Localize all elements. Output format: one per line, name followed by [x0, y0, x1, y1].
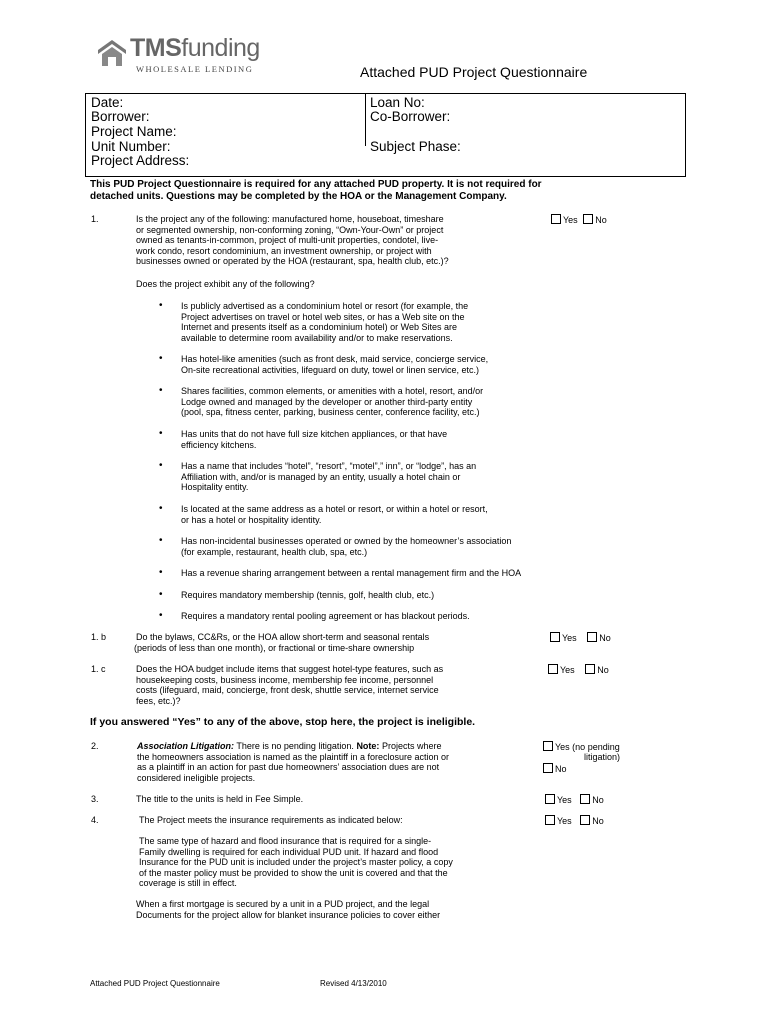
list-item-line: Has non-incidental businesses operated or owned by the homeowner’s association	[181, 536, 512, 546]
bullet-marker: •	[159, 428, 163, 439]
list-item	[181, 611, 470, 622]
table-row	[86, 139, 685, 154]
question-line: (periods of less than one month), or fractional or time-share ownership	[134, 642, 415, 653]
yes-label: Yes	[563, 215, 578, 225]
list-item	[181, 354, 488, 375]
question-number: 1. c	[91, 664, 106, 674]
brand-logo-text: TMSfunding	[130, 34, 260, 62]
question-number: 4.	[91, 815, 99, 825]
question-number: 1.	[91, 214, 99, 224]
list-item-line: On-site recreational activities, lifeguard on duty, towel or linen service, etc.)	[181, 364, 479, 375]
paragraph-line: When a first mortgage is secured by a unit in a PUD project, and the legal	[136, 899, 430, 909]
question-1b-answer	[550, 632, 611, 644]
bullet-marker: •	[159, 353, 163, 364]
question-1-answer	[551, 214, 607, 226]
no-label: No	[597, 665, 609, 675]
project-address-label: Project Address:	[91, 153, 190, 168]
list-item-line: or has a hotel or hospitality identity.	[181, 514, 322, 525]
question-line	[137, 741, 449, 752]
intro-paragraph	[90, 179, 680, 203]
no-checkbox[interactable]	[587, 632, 597, 642]
question-1-text	[136, 214, 546, 267]
table-row	[86, 109, 685, 124]
subject-phase-label: Subject Phase:	[370, 139, 461, 154]
co-borrower-label: Co-Borrower:	[370, 109, 451, 124]
no-checkbox[interactable]	[543, 763, 553, 773]
question-1c-text	[136, 664, 443, 706]
loan-no-label: Loan No:	[370, 95, 425, 110]
question-3-text: The title to the units is held in Fee Simple.	[136, 794, 304, 804]
bullet-marker: •	[159, 567, 163, 578]
list-item	[181, 504, 488, 525]
list-item-line: Is publicly advertised as a condominium hotel or resort (for example, the	[181, 301, 469, 311]
question-number: 1. b	[91, 632, 107, 642]
question-line: owned as tenants-in-common, project of multi-unit properties, condotel, live-	[136, 235, 439, 245]
question-line: housekeeping costs, business income, membership fee income, personnel	[136, 674, 434, 685]
paragraph-line: coverage is still in effect.	[139, 878, 237, 888]
insurance-paragraph-2	[136, 899, 440, 920]
note-label: Note:	[356, 741, 380, 751]
yes-label: Yes	[562, 633, 577, 643]
litigation-heading: Association Litigation:	[137, 741, 235, 751]
question-1c-answer	[548, 664, 609, 676]
question-line: the homeowners association is named as the plaintiff in a foreclosure action or	[137, 751, 450, 762]
yes-checkbox[interactable]	[548, 664, 558, 674]
no-checkbox[interactable]	[580, 794, 590, 804]
question-line: work condo, resort condominium, an investment ownership, or project with	[136, 245, 432, 256]
list-item-line: Internet and presents itself as a condominium hotel) or Web Sites are	[181, 322, 457, 332]
list-item-line: Has a revenue sharing arrangement between a rental management firm and the HOA	[181, 568, 522, 578]
paragraph-line: of the master policy must be provided to show the unit is covered and that the	[139, 867, 448, 878]
bullet-marker: •	[159, 385, 163, 396]
yes-checkbox[interactable]	[543, 741, 553, 751]
footer-revision: Revised 4/13/2010	[320, 979, 387, 988]
yes-checkbox[interactable]	[545, 794, 555, 804]
footer-title: Attached PUD Project Questionnaire	[90, 979, 220, 988]
no-label: No	[599, 633, 611, 643]
question-line: Does the HOA budget include items that suggest hotel-type features, such as	[136, 664, 444, 674]
borrower-label: Borrower:	[91, 109, 150, 124]
insurance-paragraph-1	[139, 836, 453, 889]
table-row	[86, 124, 685, 139]
ineligible-warning: If you answered “Yes” to any of the above, stop here, the project is ineligible.	[90, 716, 476, 728]
question-2-text	[137, 741, 449, 783]
bullet-marker: •	[159, 503, 163, 514]
table-row	[86, 153, 685, 168]
list-item	[181, 536, 511, 557]
question-number: 3.	[91, 794, 99, 804]
question-3-answer	[545, 794, 604, 806]
no-label: No	[592, 816, 604, 826]
intro-line: detached units. Questions may be completed by the HOA or the Management Company.	[90, 191, 507, 202]
list-item-line: Shares facilities, common elements, or amenities with a hotel, resort, and/or	[181, 386, 484, 396]
yes-label: Yes	[557, 795, 572, 805]
list-item-line: Requires mandatory membership (tennis, golf, health club, etc.)	[181, 590, 435, 600]
question-1b-text	[136, 632, 429, 653]
paragraph-line: The same type of hazard and flood insurance that is required for a single-	[139, 836, 432, 846]
list-item-line: efficiency kitchens.	[181, 439, 257, 450]
question-line: Do the bylaws, CC&Rs, or the HOA allow short-term and seasonal rentals	[136, 632, 430, 642]
yes-label-continued: litigation)	[584, 752, 621, 762]
no-label: No	[592, 795, 604, 805]
question-line: as a plaintiff in an action for past due homeowners’ association dues are not	[137, 762, 440, 772]
paragraph-line: Documents for the project allow for blanket insurance policies to cover either	[136, 909, 441, 920]
list-item	[181, 301, 468, 343]
intro-line: This PUD Project Questionnaire is required for any attached PUD property. It is not required for	[90, 179, 542, 190]
question-4-answer	[545, 815, 604, 827]
question-line: Is the project any of the following: manufactured home, houseboat, timeshare	[136, 214, 444, 224]
table-divider	[86, 176, 685, 177]
list-item-line: (pool, spa, fitness center, parking, business center, conference facility, etc.)	[181, 407, 480, 417]
list-item-line: Hospitality entity.	[181, 482, 249, 492]
list-item-line: Has units that do not have full size kitchen appliances, or that have	[181, 429, 448, 439]
brand-tagline: WHOLESALE LENDING	[136, 64, 254, 74]
list-item-line: Project advertises on travel or hotel web sites, or has a Web site on the	[181, 311, 465, 322]
header-info-table	[85, 93, 686, 177]
list-item-line: Lodge owned and managed by the developer or another third-party entity	[181, 396, 473, 407]
list-item-line: Has hotel-like amenities (such as front desk, maid service, concierge service,	[181, 354, 489, 364]
question-line: costs (lifeguard, maid, concierge, front desk, shuttle service, internet service	[136, 685, 439, 695]
question-line-part: There is no pending litigation.	[234, 741, 357, 751]
question-2-answer-no	[543, 763, 567, 775]
bullet-marker: •	[159, 535, 163, 546]
question-line-part: Projects where	[379, 741, 442, 751]
list-item	[181, 461, 476, 493]
date-label: Date:	[91, 95, 124, 110]
list-item	[181, 568, 521, 579]
question-line: considered ineligible projects.	[137, 772, 256, 783]
no-checkbox[interactable]	[585, 664, 595, 674]
paragraph-line: Family dwelling is required for each individual PUD unit. If hazard and flood	[139, 846, 439, 857]
question-number: 2.	[91, 741, 99, 751]
list-item-line: Requires a mandatory rental pooling agreement or has blackout periods.	[181, 611, 470, 621]
yes-label: Yes (no pending	[555, 742, 620, 752]
paragraph-line: Insurance for the PUD unit is included under the project’s master policy, a copy	[139, 857, 453, 867]
no-label: No	[555, 764, 567, 774]
yes-checkbox[interactable]	[550, 632, 560, 642]
bullet-marker: •	[159, 589, 163, 600]
list-item-line: Affiliation with, and/or is managed by an entity, usually a hotel chain or	[181, 471, 461, 482]
yes-checkbox[interactable]	[551, 214, 561, 224]
bullet-marker: •	[159, 460, 163, 471]
tms-logo-icon	[98, 40, 126, 66]
question-line: fees, etc.)?	[136, 695, 181, 706]
bullet-marker: •	[159, 610, 163, 621]
question-4-text: The Project meets the insurance requirements as indicated below:	[139, 815, 403, 825]
no-checkbox[interactable]	[583, 214, 593, 224]
unit-number-label: Unit Number:	[91, 139, 171, 154]
list-item	[181, 590, 434, 601]
document-title: Attached PUD Project Questionnaire	[360, 64, 588, 80]
list-item-line: available to determine room availability and/or to make reservations.	[181, 332, 453, 343]
project-name-label: Project Name:	[91, 124, 177, 139]
no-label: No	[595, 215, 607, 225]
list-item-line: (for example, restaurant, health club, spa, etc.)	[181, 546, 368, 557]
list-item	[181, 386, 483, 418]
question-line: businesses owned or operated by the HOA (restaurant, spa, health club, etc.)?	[136, 256, 449, 266]
yes-checkbox[interactable]	[545, 815, 555, 825]
list-item-line: Has a name that includes “hotel”, “resort”, “motel”,” inn”, or “lodge”, has an	[181, 461, 477, 471]
no-checkbox[interactable]	[580, 815, 590, 825]
question-2-answer-yes	[543, 741, 620, 753]
exhibit-prompt: Does the project exhibit any of the following?	[136, 279, 315, 289]
list-item-line: Is located at the same address as a hotel or resort, or within a hotel or resort,	[181, 504, 488, 514]
question-line: or segmented ownership, non-conforming zoning, “Own-Your-Own” or project	[136, 224, 444, 235]
table-row	[86, 95, 685, 110]
yes-label: Yes	[557, 816, 572, 826]
yes-label: Yes	[560, 665, 575, 675]
bullet-marker: •	[159, 300, 163, 311]
list-item	[181, 429, 447, 450]
